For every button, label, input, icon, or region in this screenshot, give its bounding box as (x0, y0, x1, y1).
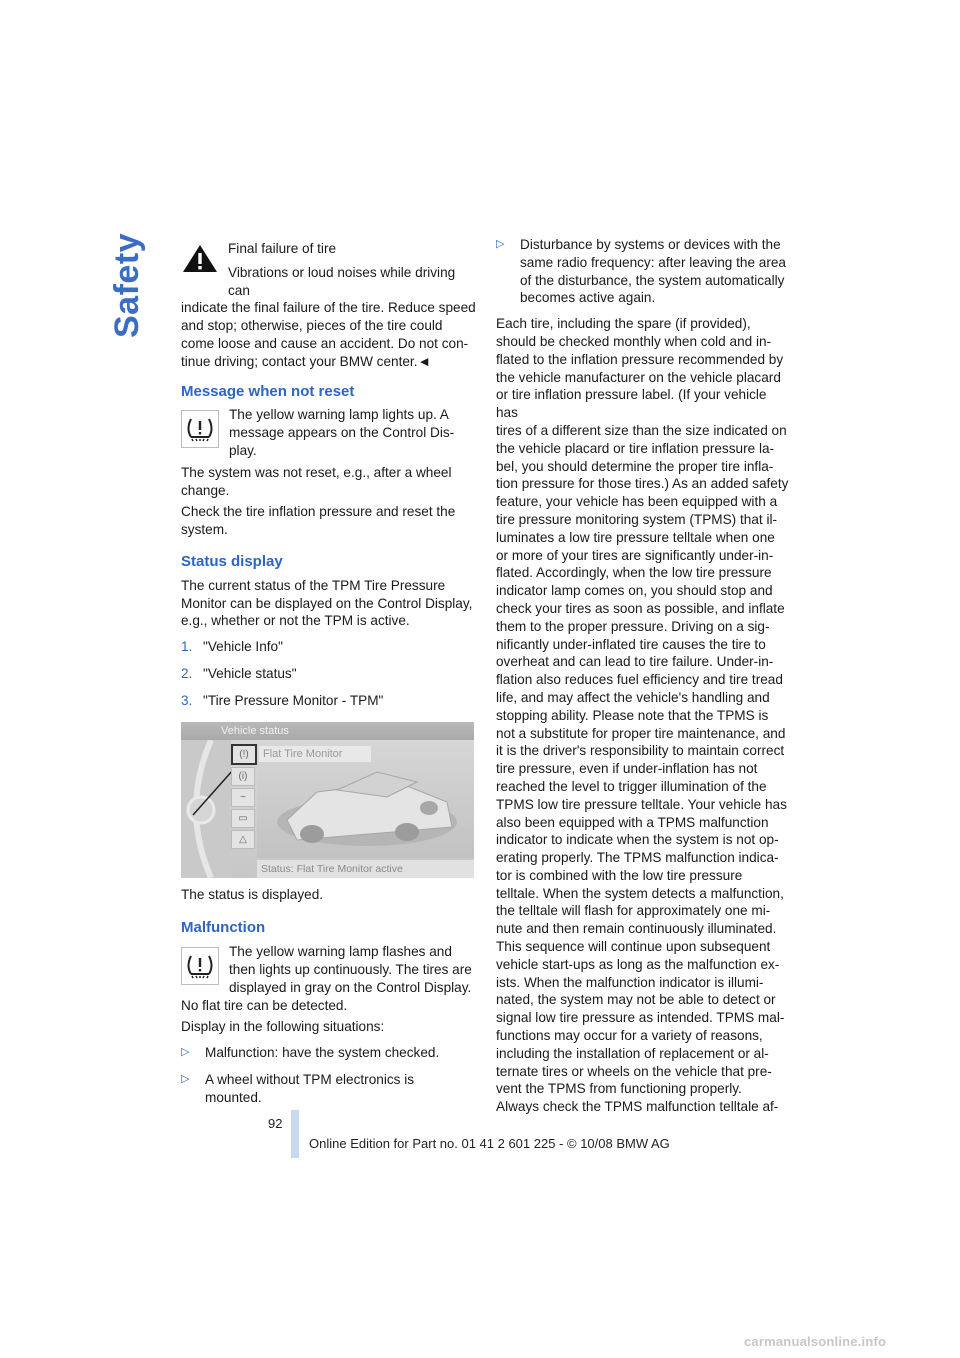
paragraph-line: including the installation of replacement or al- (496, 1045, 769, 1061)
paragraph-line: nated, the system may not be able to detect or (496, 992, 776, 1008)
paragraph-line: life, and may affect the vehicle's handling and (496, 689, 770, 705)
paragraph-line: them to the proper pressure. Driving on a sig- (496, 618, 770, 634)
paragraph-line: flated to the inflation pressure recommended by (496, 351, 784, 367)
paragraph-status-intro: The current status of the TPM Tire Pressure Monitor can be displayed on the Control Display, e.g., whether or not the TPM is active. (181, 577, 473, 629)
paragraph-line: nute and then remain continuously illuminated. (496, 921, 777, 937)
warning-icon: △ (231, 830, 255, 849)
paragraph-line: bel, you should determine the proper tire infla- (496, 458, 774, 474)
list-item: 3. "Tire Pressure Monitor - TPM" (181, 692, 384, 708)
tpms-paragraph (496, 315, 791, 1116)
display-intro: Display in the following situations: (181, 1019, 385, 1035)
list-item: ▷ A wheel without TPM electronics is mounted. (181, 1071, 415, 1105)
steps-list (181, 638, 476, 709)
tire-warning-lamp-icon (181, 410, 219, 448)
paragraph-line: Each tire, including the spare (if provided), (496, 316, 751, 332)
paragraph-line: tion pressure for those tires.) As an added safety (496, 476, 789, 492)
paragraph-not-reset-1: The system was not reset, e.g., after a wheel change. (181, 464, 452, 498)
paragraph-line: nificantly under-inflated tire causes the tire to (496, 636, 766, 652)
list-item: 1. "Vehicle Info" (181, 639, 283, 655)
paragraph-line: luminates a low tire pressure telltale when one (496, 529, 775, 545)
list-item: 2. "Vehicle status" (181, 665, 297, 681)
warning-heading: Final failure of tire (228, 241, 337, 256)
paragraph-line: or more of your tires are significantly under-in- (496, 547, 774, 563)
heading-message-not-reset: Message when not reset (181, 382, 355, 400)
warning-text: Vibrations or loud noises while driving can indicate the final failure of the tire. Reduce speed and stop; otherwise, pieces of the tire could come loose and cause an accident. Do not con- tinue driving; contact your BMW center.◄ (181, 264, 476, 369)
paragraph-line: erating properly. The TPMS malfunction indica- (496, 850, 779, 866)
paragraph-line: it is the driver's responsibility to maintain correct (496, 743, 785, 759)
paragraph-line: reached the level to trigger illumination of the (496, 778, 767, 794)
section-side-title: Safety (108, 232, 146, 338)
list-item: ▷ Disturbance by systems or devices with the same radio frequency: after leaving the area of the disturbance, the system automatically becomes active again. (496, 237, 786, 306)
paragraph-line: indicator lamp comes on, you should stop and (496, 583, 773, 599)
tire-warning-lamp-icon (181, 947, 219, 985)
control-display-screenshot (181, 722, 474, 878)
list-item: ▷ Malfunction: have the system checked. (181, 1045, 440, 1061)
paragraph-not-reset-2: Check the tire inflation pressure and reset the system. (181, 504, 456, 538)
paragraph-line: tor is combined with the low tire pressure (496, 867, 743, 883)
paragraph-line: or tire inflation pressure label. (If your vehicle has (496, 387, 767, 421)
paragraph-line: This sequence will continue upon subsequent (496, 939, 771, 955)
lamp-block-malfunction: The yellow warning lamp flashes and then lights up continuously. The tires are displayed in gray on the Control Display. (181, 943, 476, 996)
paragraph-line: also been equipped with a TPMS malfunction (496, 814, 769, 830)
oil-icon: ~ (231, 788, 255, 807)
paragraph-line: not a substitute for proper tire maintenance, and (496, 725, 786, 741)
paragraph-line: telltale. When the system detects a malfunction, (496, 885, 784, 901)
footer-accent-bar (291, 1110, 299, 1158)
paragraph-line: stopping ability. Please note that the TPMS is (496, 707, 769, 723)
screen-status-line: Status: Flat Tire Monitor active (257, 860, 474, 878)
bullet-triangle-icon: ▷ (496, 238, 505, 250)
paragraph-line: signal low tire pressure as intended. TPMS mal- (496, 1010, 785, 1026)
paragraph-line: ternate tires or wheels on the vehicle that pre- (496, 1063, 772, 1079)
paragraph-line: flated. Accordingly, when the low tire pressure (496, 565, 772, 581)
heading-malfunction: Malfunction (181, 919, 266, 937)
controller-track (181, 740, 231, 878)
flat-tire-monitor-label: Flat Tire Monitor (259, 746, 371, 762)
paragraph-line: overheat and can lead to tire failure. Under-in- (496, 654, 774, 670)
bullet-triangle-icon: ▷ (181, 1046, 190, 1059)
paragraph-line: tire pressure monitoring system (TPMS) that il- (496, 511, 778, 527)
paragraph-line: flation also reduces fuel efficiency and tire tread (496, 672, 783, 688)
paragraph-line: check your tires as soon as possible, and inflate (496, 600, 785, 616)
paragraph-line: should be checked monthly when cold and in- (496, 333, 772, 349)
flat-tire-monitor-icon: (!) (231, 744, 257, 765)
paragraph-line: functions may occur for a variety of reasons, (496, 1028, 763, 1044)
paragraph-line: Always check the TPMS malfunction telltale af- (496, 1099, 779, 1115)
paragraph-line: tires of a different size than the size indicated on (496, 422, 787, 438)
bullet-triangle-icon: ▷ (181, 1072, 190, 1085)
heading-status-display: Status display (181, 552, 283, 570)
paragraph-line: vent the TPMS from functioning properly. (496, 1081, 742, 1097)
site-watermark: carmanualsonline.info (744, 1334, 887, 1349)
paragraph-line: the telltale will flash for approximately one mi- (496, 903, 771, 919)
left-column (181, 240, 476, 1113)
car-icon: ▭ (231, 809, 255, 828)
no-flat-text: No flat tire can be detected. (181, 997, 348, 1013)
lamp-block-not-reset: The yellow warning lamp lights up. A message appears on the Control Dis- play. (181, 406, 476, 459)
paragraph-line: feature, your vehicle has been equipped with a (496, 494, 778, 510)
page-number: 92 (268, 1116, 283, 1131)
paragraph-line: tire pressure, even if under-inflation has not (496, 761, 758, 777)
paragraph-line: vehicle start-ups as long as the malfunction ex- (496, 956, 780, 972)
paragraph-line: the vehicle placard or tire inflation pressure la- (496, 440, 775, 456)
footer-edition: Online Edition for Part no. 01 41 2 601 225 - © 10/08 BMW AG (309, 1136, 670, 1151)
screen-title: Vehicle status (181, 722, 474, 740)
warning-triangle-icon (181, 242, 219, 274)
paragraph-line: indicator to indicate when the system is not op- (496, 832, 779, 848)
paragraph-line: the vehicle manufacturer on the vehicle placard (496, 369, 781, 385)
status-caption: The status is displayed. (181, 886, 324, 902)
tire-status-icon: (i) (231, 767, 255, 786)
paragraph-line: TPMS low tire pressure telltale. Your vehicle has (496, 796, 787, 812)
right-column (496, 236, 791, 1116)
screen-icon-column (231, 744, 255, 851)
warning-block (181, 240, 476, 371)
paragraph-line: ists. When the malfunction indicator is illumi- (496, 974, 764, 990)
